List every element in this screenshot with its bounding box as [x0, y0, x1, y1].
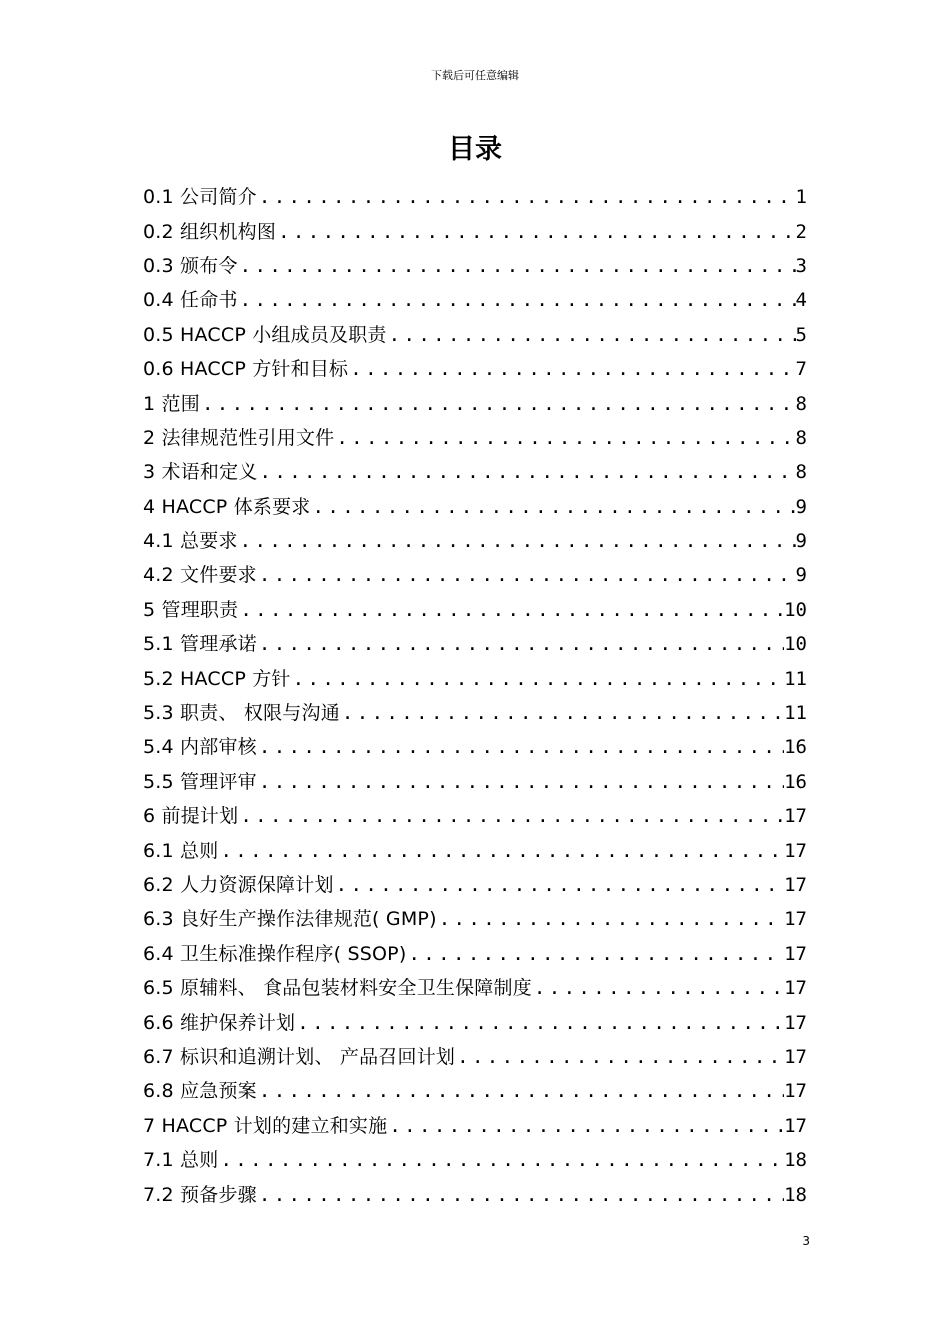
- toc-dot-leader: [238, 283, 796, 317]
- toc-entry[interactable]: [143, 1109, 807, 1143]
- toc-entry-label: 0.2 组织机构图: [143, 220, 277, 243]
- toc-entry[interactable]: [143, 765, 807, 799]
- toc-entry[interactable]: [143, 283, 807, 317]
- toc-dot-leader: [257, 765, 784, 799]
- toc-entry-page: 9: [795, 530, 807, 553]
- toc-entry[interactable]: [143, 1177, 807, 1211]
- toc-entry[interactable]: [143, 386, 807, 420]
- toc-entry-label: 0.6 HACCP 方针和目标: [143, 358, 349, 381]
- toc-dot-leader: [387, 318, 796, 352]
- toc-dot-leader: [311, 490, 796, 524]
- toc-entry-label: 3 术语和定义: [143, 461, 258, 484]
- toc-entry-label: 5.1 管理承诺: [143, 633, 257, 656]
- toc-entry-label: 5 管理职责: [143, 598, 239, 621]
- toc-entry-page: 8: [795, 392, 807, 415]
- toc-entry[interactable]: [143, 180, 807, 214]
- toc-dot-leader: [387, 1109, 784, 1143]
- toc-entry-page: 10: [784, 598, 807, 621]
- page-number: 3: [802, 1234, 810, 1248]
- toc-dot-leader: [238, 593, 784, 627]
- toc-entry-label: 4 HACCP 体系要求: [143, 495, 311, 518]
- toc-entry-page: 5: [795, 323, 807, 346]
- toc-entry-label: 0.5 HACCP 小组成员及职责: [143, 323, 387, 346]
- toc-dot-leader: [276, 215, 795, 249]
- toc-entry-page: 18: [784, 1183, 807, 1206]
- toc-dot-leader: [406, 937, 784, 971]
- toc-entry[interactable]: [143, 524, 807, 558]
- page-title: 目录: [448, 134, 502, 165]
- toc-entry[interactable]: [143, 593, 807, 627]
- toc-entry-label: 6.4 卫生标准操作程序( SSOP): [143, 942, 407, 965]
- toc-entry-label: 6.6 维护保养计划: [143, 1011, 296, 1034]
- toc-entry-page: 17: [784, 874, 807, 896]
- toc-entry-label: 6.7 标识和追溯计划、 产品召回计划: [143, 1045, 456, 1068]
- toc-entry[interactable]: [143, 1143, 807, 1177]
- header-note: 下载后可任意编辑: [431, 69, 519, 82]
- toc-entry-label: 5.5 管理评审: [143, 770, 257, 793]
- toc-entry[interactable]: [143, 421, 807, 455]
- toc-dot-leader: [257, 627, 784, 661]
- toc-entry-label: 6.8 应急预案: [143, 1080, 257, 1103]
- toc-entry-label: 0.4 任命书: [143, 289, 238, 312]
- toc-entry-page: 1: [795, 186, 807, 209]
- toc-entry-page: 16: [784, 736, 807, 759]
- toc-entry-page: 9: [795, 564, 807, 587]
- toc-entry-label: 6.5 原辅料、 食品包装材料安全卫生保障制度: [143, 977, 532, 1000]
- toc-dot-leader: [532, 971, 784, 1005]
- toc-entry-label: 6.2 人力资源保障计划: [143, 874, 334, 896]
- toc-entry-label: 5.4 内部审核: [143, 736, 257, 759]
- toc-entry-page: 11: [784, 702, 807, 725]
- toc-entry[interactable]: [143, 868, 807, 902]
- toc-entry-page: 17: [784, 839, 807, 862]
- toc-entry[interactable]: [143, 455, 807, 489]
- toc-dot-leader: [257, 180, 796, 214]
- toc-dot-leader: [334, 868, 784, 902]
- toc-entry-page: 9: [795, 495, 807, 518]
- toc-dot-leader: [258, 455, 796, 489]
- toc-entry[interactable]: [143, 318, 807, 352]
- toc-entry-page: 17: [784, 977, 807, 1000]
- toc-dot-leader: [200, 387, 796, 421]
- toc-dot-leader: [340, 696, 784, 730]
- toc-entry-page: 17: [784, 942, 807, 965]
- toc-dot-leader: [238, 799, 784, 833]
- toc-dot-leader: [257, 1178, 784, 1212]
- toc-entry[interactable]: [143, 696, 807, 730]
- toc-dot-leader: [455, 1040, 784, 1074]
- toc-entry-page: 17: [784, 1114, 807, 1137]
- toc-entry-page: 11: [784, 667, 807, 690]
- toc-entry[interactable]: [143, 249, 807, 283]
- toc-entry-page: 17: [784, 1011, 807, 1034]
- toc-entry-label: 6 前提计划: [143, 805, 239, 828]
- toc-entry-label: 0.3 颁布令: [143, 254, 238, 277]
- toc-entry[interactable]: [143, 902, 807, 936]
- toc-entry-page: 8: [795, 461, 807, 484]
- toc-entry[interactable]: [143, 799, 807, 833]
- toc-entry[interactable]: [143, 490, 807, 524]
- toc-entry-page: 17: [784, 1045, 807, 1068]
- toc-entry[interactable]: [143, 214, 807, 248]
- toc-dot-leader: [437, 902, 784, 936]
- toc-entry[interactable]: [143, 937, 807, 971]
- toc-entry-page: 3: [795, 254, 807, 277]
- toc-entry-label: 5.3 职责、 权限与沟通: [143, 702, 340, 725]
- toc-dot-leader: [334, 421, 795, 455]
- toc-dot-leader: [238, 249, 796, 283]
- toc-entry-page: 17: [784, 908, 807, 931]
- toc-entry-page: 17: [784, 805, 807, 828]
- toc-entry-label: 4.1 总要求: [143, 530, 238, 553]
- toc-entry-page: 10: [784, 633, 807, 656]
- toc-dot-leader: [295, 1006, 784, 1040]
- toc-entry-label: 7.1 总则: [143, 1149, 219, 1172]
- toc-entry[interactable]: [143, 971, 807, 1005]
- toc-dot-leader: [238, 524, 796, 558]
- toc-entry-page: 2: [795, 220, 807, 243]
- toc-dot-leader: [291, 662, 784, 696]
- toc-entry-page: 7: [795, 358, 807, 381]
- toc-entry-page: 8: [795, 426, 807, 449]
- toc-entry[interactable]: [143, 730, 807, 764]
- toc-entry-label: 0.1 公司简介: [143, 186, 257, 209]
- toc-entry-page: 16: [784, 770, 807, 793]
- toc-entry[interactable]: [143, 627, 807, 661]
- toc-entry[interactable]: [143, 1074, 807, 1108]
- toc-entry[interactable]: [143, 1040, 807, 1074]
- toc-entry-page: 17: [784, 1080, 807, 1103]
- table-of-contents: [143, 180, 807, 1212]
- toc-entry[interactable]: [143, 661, 807, 695]
- toc-dot-leader: [257, 1074, 784, 1108]
- toc-dot-leader: [218, 1143, 784, 1177]
- toc-entry[interactable]: [143, 1005, 807, 1039]
- toc-dot-leader: [348, 352, 795, 386]
- toc-dot-leader: [257, 730, 784, 764]
- toc-entry-label: 6.3 良好生产操作法律规范( GMP): [143, 908, 437, 931]
- toc-entry-label: 4.2 文件要求: [143, 564, 257, 587]
- toc-entry-label: 1 范围: [143, 392, 200, 415]
- toc-entry-label: 6.1 总则: [143, 839, 219, 862]
- toc-entry[interactable]: [143, 352, 807, 386]
- toc-dot-leader: [257, 558, 796, 592]
- toc-entry[interactable]: [143, 833, 807, 867]
- toc-dot-leader: [218, 834, 784, 868]
- toc-entry[interactable]: [143, 558, 807, 592]
- toc-entry-page: 4: [795, 289, 807, 312]
- toc-entry-label: 2 法律规范性引用文件: [143, 426, 335, 449]
- toc-entry-label: 7 HACCP 计划的建立和实施: [143, 1114, 388, 1137]
- toc-entry-label: 7.2 预备步骤: [143, 1183, 257, 1206]
- toc-entry-page: 18: [784, 1149, 807, 1172]
- toc-entry-label: 5.2 HACCP 方针: [143, 667, 291, 690]
